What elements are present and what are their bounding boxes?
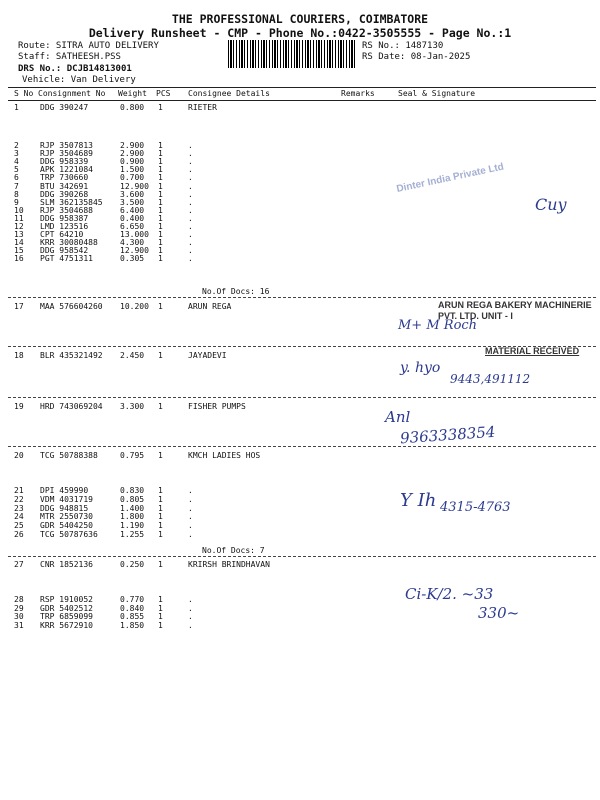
row-consignee: . bbox=[188, 149, 193, 159]
table-row bbox=[0, 254, 600, 264]
row-pcs: 1 bbox=[158, 620, 163, 630]
row-sno: 5 bbox=[14, 165, 19, 175]
row-consignment-no: CNR 1852136 bbox=[40, 560, 93, 569]
col-remarks: Remarks bbox=[341, 89, 375, 98]
runsheet-subtitle: Delivery Runsheet - CMP - Phone No.:0422-3505555 - Page No.:1 bbox=[88, 26, 512, 40]
row-consignee: . bbox=[188, 246, 193, 256]
row-pcs: 1 bbox=[158, 402, 163, 411]
row-consignee: RIETER bbox=[188, 103, 217, 112]
row-sno: 18 bbox=[14, 351, 24, 360]
row-consignment-no: DDG 958387 bbox=[40, 213, 89, 223]
row-consignment-no: DDG 958339 bbox=[40, 157, 89, 167]
row-sno: 3 bbox=[14, 149, 19, 159]
row-consignment-no: KRR 5672910 bbox=[40, 620, 93, 630]
row-weight: 4.300 bbox=[120, 238, 145, 248]
row-pcs: 1 bbox=[158, 612, 163, 622]
row-weight: 1.500 bbox=[120, 165, 145, 175]
table-row bbox=[0, 530, 600, 540]
row-consignment-no: MAA 576604260 bbox=[40, 302, 103, 311]
row-weight: 1.800 bbox=[120, 512, 145, 522]
row-consignment-no: APK 1221084 bbox=[40, 165, 93, 175]
row-weight: 2.900 bbox=[120, 149, 145, 159]
row-sno: 29 bbox=[14, 603, 24, 613]
table-header bbox=[0, 89, 600, 99]
row-sno: 6 bbox=[14, 173, 19, 183]
row-weight: 0.795 bbox=[120, 451, 145, 460]
row-consignee: . bbox=[188, 157, 193, 167]
row-pcs: 1 bbox=[158, 595, 163, 604]
row-weight: 0.840 bbox=[120, 603, 145, 613]
row-pcs: 1 bbox=[158, 213, 163, 223]
row-pcs: 1 bbox=[158, 512, 163, 522]
col-sno: S No bbox=[14, 89, 34, 98]
row-consignment-no: MTR 2550730 bbox=[40, 512, 93, 522]
row-pcs: 1 bbox=[158, 603, 163, 613]
row-weight: 0.805 bbox=[120, 494, 145, 504]
row-sno: 28 bbox=[14, 595, 24, 604]
row-weight: 1.850 bbox=[120, 620, 145, 630]
row-consignee: . bbox=[188, 213, 193, 223]
row-weight: 13.000 bbox=[120, 230, 149, 240]
row-weight: 1.400 bbox=[120, 503, 145, 513]
company-title: THE PROFESSIONAL COURIERS, COIMBATORE bbox=[171, 12, 429, 26]
row-consignment-no: LMD 123516 bbox=[40, 222, 89, 231]
row-consignment-no: DDG 958542 bbox=[40, 246, 89, 256]
row-sno: 14 bbox=[14, 238, 24, 248]
row-weight: 0.900 bbox=[120, 157, 145, 167]
handwritten-number-2: 4315-4763 bbox=[440, 500, 511, 515]
row-weight: 1.255 bbox=[120, 530, 145, 539]
row-consignment-no: BLR 435321492 bbox=[40, 351, 103, 360]
row-weight: 3.300 bbox=[120, 402, 145, 411]
row-pcs: 1 bbox=[158, 197, 163, 207]
row-consignment-no: HRD 743069204 bbox=[40, 402, 103, 411]
row-consignment-no: RJP 3504689 bbox=[40, 149, 93, 159]
row-consignee: . bbox=[188, 595, 193, 604]
row-pcs: 1 bbox=[158, 503, 163, 513]
row-consignee: ARUN REGA bbox=[188, 302, 232, 311]
handwritten-phone: 9363338354 bbox=[399, 422, 496, 448]
row-consignee: . bbox=[188, 173, 193, 183]
row-weight: 6.400 bbox=[120, 205, 145, 215]
row-consignee: . bbox=[188, 165, 193, 175]
row-sno: 12 bbox=[14, 222, 24, 231]
drs-label: DRS No.: DCJB14813001 bbox=[18, 64, 132, 74]
row-weight: 12.900 bbox=[120, 181, 149, 191]
row-consignment-no: GDR 5402512 bbox=[40, 603, 93, 613]
rs-date-label: RS Date: 08-Jan-2025 bbox=[362, 52, 471, 62]
row-consignee: JAYADEVI bbox=[188, 351, 227, 360]
row-sno: 15 bbox=[14, 246, 24, 256]
row-weight: 2.450 bbox=[120, 351, 145, 360]
row-pcs: 1 bbox=[158, 181, 163, 191]
row-weight: 0.400 bbox=[120, 213, 145, 223]
signature-5: Y Ih bbox=[400, 490, 437, 511]
row-consignment-no: TCG 50787636 bbox=[40, 530, 98, 539]
group-separator bbox=[8, 397, 596, 398]
col-weight: Weight bbox=[118, 89, 147, 98]
row-consignment-no: PGT 4751311 bbox=[40, 254, 93, 264]
row-consignment-no: KRR 30080488 bbox=[40, 238, 98, 248]
row-pcs: 1 bbox=[158, 238, 163, 248]
row-weight: 0.800 bbox=[120, 103, 145, 112]
table-row bbox=[0, 402, 600, 412]
row-consignment-no: BTU 342691 bbox=[40, 181, 89, 191]
docs-count: No.Of Docs: 7 bbox=[202, 546, 265, 555]
row-consignment-no: DDG 390268 bbox=[40, 189, 89, 199]
row-consignment-no: VDM 4031719 bbox=[40, 494, 93, 504]
row-weight: 12.900 bbox=[120, 246, 149, 256]
row-consignee: . bbox=[188, 189, 193, 199]
row-sno: 20 bbox=[14, 451, 24, 460]
row-pcs: 1 bbox=[158, 222, 163, 231]
row-sno: 22 bbox=[14, 494, 24, 504]
stamp-material-received: MATERIAL RECEIVED bbox=[485, 346, 580, 356]
row-consignee: KMCH LADIES HOS bbox=[188, 451, 261, 460]
row-consignee: . bbox=[188, 141, 193, 150]
table-top-rule bbox=[8, 87, 596, 88]
row-sno: 21 bbox=[14, 486, 24, 495]
col-consignment: Consignment No bbox=[38, 89, 106, 98]
row-consignee: . bbox=[188, 254, 193, 264]
docs-count: No.Of Docs: 16 bbox=[202, 287, 270, 296]
row-pcs: 1 bbox=[158, 451, 163, 460]
row-consignee: . bbox=[188, 620, 193, 630]
row-consignee: . bbox=[188, 530, 193, 539]
row-consignment-no: CPT 64210 bbox=[40, 230, 84, 240]
row-consignee: . bbox=[188, 494, 193, 504]
row-sno: 31 bbox=[14, 620, 24, 630]
row-sno: 13 bbox=[14, 230, 24, 240]
row-pcs: 1 bbox=[158, 486, 163, 495]
row-weight: 3.600 bbox=[120, 189, 145, 199]
row-sno: 24 bbox=[14, 512, 24, 522]
row-consignee: . bbox=[188, 486, 193, 495]
row-pcs: 1 bbox=[158, 103, 163, 112]
row-consignment-no: TRP 6859099 bbox=[40, 612, 93, 622]
row-sno: 17 bbox=[14, 302, 24, 311]
row-consignee: . bbox=[188, 181, 193, 191]
stamp-dinter: Dinter India Private Ltd bbox=[395, 161, 505, 195]
row-weight: 0.305 bbox=[120, 254, 145, 264]
row-consignee: FISHER PUMPS bbox=[188, 402, 246, 411]
row-consignee: . bbox=[188, 238, 193, 248]
row-pcs: 1 bbox=[158, 173, 163, 183]
row-consignment-no: GDR 5404250 bbox=[40, 521, 93, 531]
route-label: Route: SITRA AUTO DELIVERY bbox=[18, 41, 159, 51]
row-sno: 4 bbox=[14, 157, 19, 167]
row-sno: 19 bbox=[14, 402, 24, 411]
row-weight: 0.830 bbox=[120, 486, 145, 495]
row-pcs: 1 bbox=[158, 141, 163, 150]
row-consignment-no: DDG 948815 bbox=[40, 503, 89, 513]
row-sno: 27 bbox=[14, 560, 24, 569]
row-consignment-no: TCG 50788388 bbox=[40, 451, 98, 460]
row-pcs: 1 bbox=[158, 521, 163, 531]
row-weight: 0.770 bbox=[120, 595, 145, 604]
row-consignee: . bbox=[188, 521, 193, 531]
col-seal: Seal & Signature bbox=[398, 89, 476, 98]
row-consignment-no: RSP 1910052 bbox=[40, 595, 93, 604]
signature-6b: 330~ bbox=[478, 604, 520, 622]
row-sno: 10 bbox=[14, 205, 24, 215]
handwritten-number-1: 9443,491112 bbox=[450, 372, 531, 386]
barcode bbox=[228, 40, 356, 68]
row-pcs: 1 bbox=[158, 246, 163, 256]
row-consignment-no: DDG 390247 bbox=[40, 103, 89, 112]
row-consignee: KRIRSH BRINDHAVAN bbox=[188, 560, 270, 569]
row-consignment-no: SLM 362135845 bbox=[40, 197, 103, 207]
row-consignee: . bbox=[188, 512, 193, 522]
signature-3: y. hyo bbox=[400, 360, 441, 376]
row-sno: 11 bbox=[14, 213, 24, 223]
row-sno: 25 bbox=[14, 521, 24, 531]
row-pcs: 1 bbox=[158, 254, 163, 264]
row-sno: 2 bbox=[14, 141, 19, 150]
table-header-rule bbox=[8, 100, 596, 101]
table-row bbox=[0, 103, 600, 113]
row-consignment-no: RJP 3507813 bbox=[40, 141, 93, 150]
col-consignee: Consignee Details bbox=[188, 89, 270, 98]
row-weight: 1.190 bbox=[120, 521, 145, 531]
row-consignee: . bbox=[188, 222, 193, 231]
row-sno: 26 bbox=[14, 530, 24, 539]
row-pcs: 1 bbox=[158, 560, 163, 569]
row-sno: 8 bbox=[14, 189, 19, 199]
row-pcs: 1 bbox=[158, 530, 163, 539]
row-sno: 7 bbox=[14, 181, 19, 191]
row-pcs: 1 bbox=[158, 165, 163, 175]
row-sno: 9 bbox=[14, 197, 19, 207]
row-consignee: . bbox=[188, 503, 193, 513]
vehicle-label: Vehicle: Van Delivery bbox=[22, 75, 136, 85]
row-sno: 30 bbox=[14, 612, 24, 622]
row-weight: 0.855 bbox=[120, 612, 145, 622]
row-weight: 6.650 bbox=[120, 222, 145, 231]
table-row bbox=[0, 621, 600, 631]
row-pcs: 1 bbox=[158, 157, 163, 167]
row-pcs: 1 bbox=[158, 351, 163, 360]
row-weight: 0.700 bbox=[120, 173, 145, 183]
row-weight: 0.250 bbox=[120, 560, 145, 569]
row-consignee: . bbox=[188, 603, 193, 613]
row-sno: 1 bbox=[14, 103, 19, 112]
row-weight: 10.200 bbox=[120, 302, 149, 311]
row-pcs: 1 bbox=[158, 494, 163, 504]
row-pcs: 1 bbox=[158, 230, 163, 240]
table-row bbox=[0, 560, 600, 570]
row-consignee: . bbox=[188, 205, 193, 215]
row-consignment-no: TRP 730660 bbox=[40, 173, 89, 183]
row-consignee: . bbox=[188, 230, 193, 240]
row-weight: 3.500 bbox=[120, 197, 145, 207]
row-weight: 2.900 bbox=[120, 141, 145, 150]
row-pcs: 1 bbox=[158, 189, 163, 199]
staff-label: Staff: SATHEESH.PSS bbox=[18, 52, 121, 62]
row-consignment-no: RJP 3504688 bbox=[40, 205, 93, 215]
signature-4: Anl bbox=[385, 408, 411, 426]
group-separator bbox=[8, 446, 596, 447]
signature-2: M+ M Roch bbox=[398, 318, 478, 333]
stamp-arun-rega: ARUN REGA BAKERY MACHINERIE PVT. LTD. UNIT - I bbox=[438, 300, 592, 321]
group-separator bbox=[8, 556, 596, 557]
row-pcs: 1 bbox=[158, 205, 163, 215]
signature-6: Ci-K/2. ~33 bbox=[405, 585, 494, 603]
row-consignment-no: DPI 459990 bbox=[40, 486, 89, 495]
row-pcs: 1 bbox=[158, 302, 163, 311]
row-sno: 16 bbox=[14, 254, 24, 264]
row-consignee: . bbox=[188, 197, 193, 207]
group-separator bbox=[8, 297, 596, 298]
table-row bbox=[0, 451, 600, 461]
signature-1: Cuy bbox=[535, 195, 567, 214]
row-consignee: . bbox=[188, 612, 193, 622]
col-pcs: PCS bbox=[156, 89, 171, 98]
rs-no-label: RS No.: 1487130 bbox=[362, 41, 444, 51]
row-sno: 23 bbox=[14, 503, 24, 513]
row-pcs: 1 bbox=[158, 149, 163, 159]
